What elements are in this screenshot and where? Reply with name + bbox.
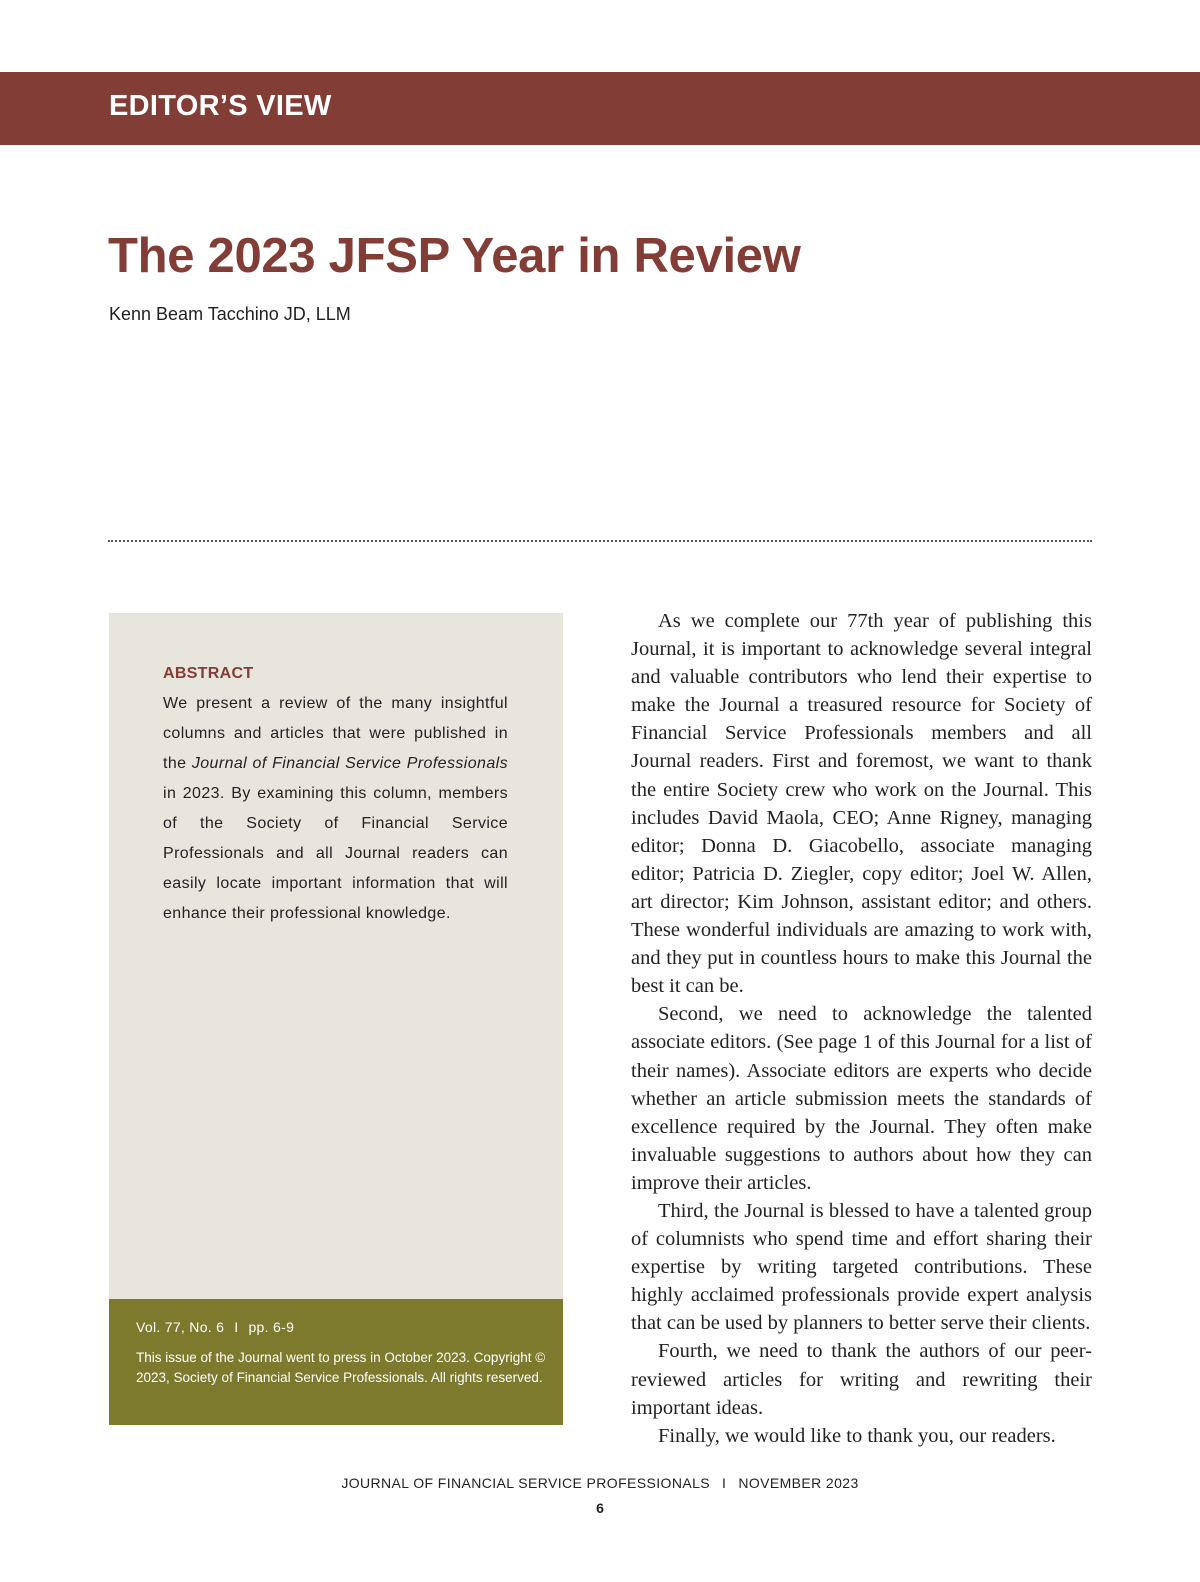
abstract-journal-name: Journal of Financial Service Professionals: [191, 755, 508, 772]
copyright-note: This issue of the Journal went to press in October 2023. Copyright © 2023, Society of Financial Service Professionals. All rights reserved.: [136, 1350, 546, 1385]
body-paragraph: Fourth, we need to thank the authors of our peer-reviewed articles for writing and rewriting their important ideas.: [631, 1340, 1092, 1419]
article-author: Kenn Beam Tacchino JD, LLM: [109, 304, 351, 324]
abstract-panel: [109, 613, 563, 1299]
volume-number: Vol. 77, No. 6: [136, 1319, 225, 1335]
abstract-text: [163, 689, 508, 929]
page-number: 6: [596, 1500, 604, 1516]
page-footer: [0, 1475, 1200, 1491]
section-banner: [0, 72, 1200, 145]
dotted-divider: [108, 540, 1092, 542]
issue-info-panel: [109, 1299, 563, 1425]
abstract-text-part-1: We present a review of the many insightful columns and articles that were published in the: [163, 695, 508, 772]
body-paragraph: Third, the Journal is blessed to have a talented group of columnists who spend time and effort sharing their expertise by writing targeted contributions. These highly acclaimed professionals provide expert analysis that can be used by planners to better serve their clients.: [631, 1199, 1092, 1335]
footer-journal-name: JOURNAL OF FINANCIAL SERVICE PROFESSIONALS: [341, 1475, 711, 1491]
footer-separator: I: [722, 1475, 727, 1491]
body-paragraph: As we complete our 77th year of publishing this Journal, it is important to acknowledge several integral and valuable contributors who lend their expertise to make the Journal a treasured resource for Society of Financial Service Professionals members and all Journal readers. First and foremost, we want to thank the entire Society crew who work on the Journal. This includes David Maola, CEO; Anne Rigney, managing editor; Donna D. Giacobello, associate managing editor; Patricia D. Ziegler, copy editor; Joel W. Allen, art director; Kim Johnson, assistant editor; and others. These wonderful individuals are amazing to work with, and they put in countless hours to make this Journal the best it can be.: [631, 610, 1092, 998]
abstract-text-part-2: in 2023. By examining this column, members of the Society of Financial Service Professionals and all Journal readers can easily locate important information that will enhance their professional knowledge.: [163, 785, 508, 922]
section-label: EDITOR’S VIEW: [109, 90, 332, 122]
volume-separator: I: [234, 1319, 239, 1335]
body-paragraph: Finally, we would like to thank you, our readers.: [658, 1424, 1056, 1447]
article-title: The 2023 JFSP Year in Review: [108, 229, 801, 283]
footer-issue-date: NOVEMBER 2023: [738, 1475, 859, 1491]
volume-line: [136, 1319, 294, 1335]
abstract-heading: ABSTRACT: [163, 665, 254, 682]
page-range: pp. 6-9: [248, 1319, 295, 1335]
article-body: [631, 607, 1092, 1450]
body-paragraph: Second, we need to acknowledge the talented associate editors. (See page 1 of this Journal for a list of their names). Associate editors are experts who decide whether an article submission meets the standards of excellence required by the Journal. They often make invaluable suggestions to authors about how they can improve their articles.: [631, 1003, 1092, 1194]
